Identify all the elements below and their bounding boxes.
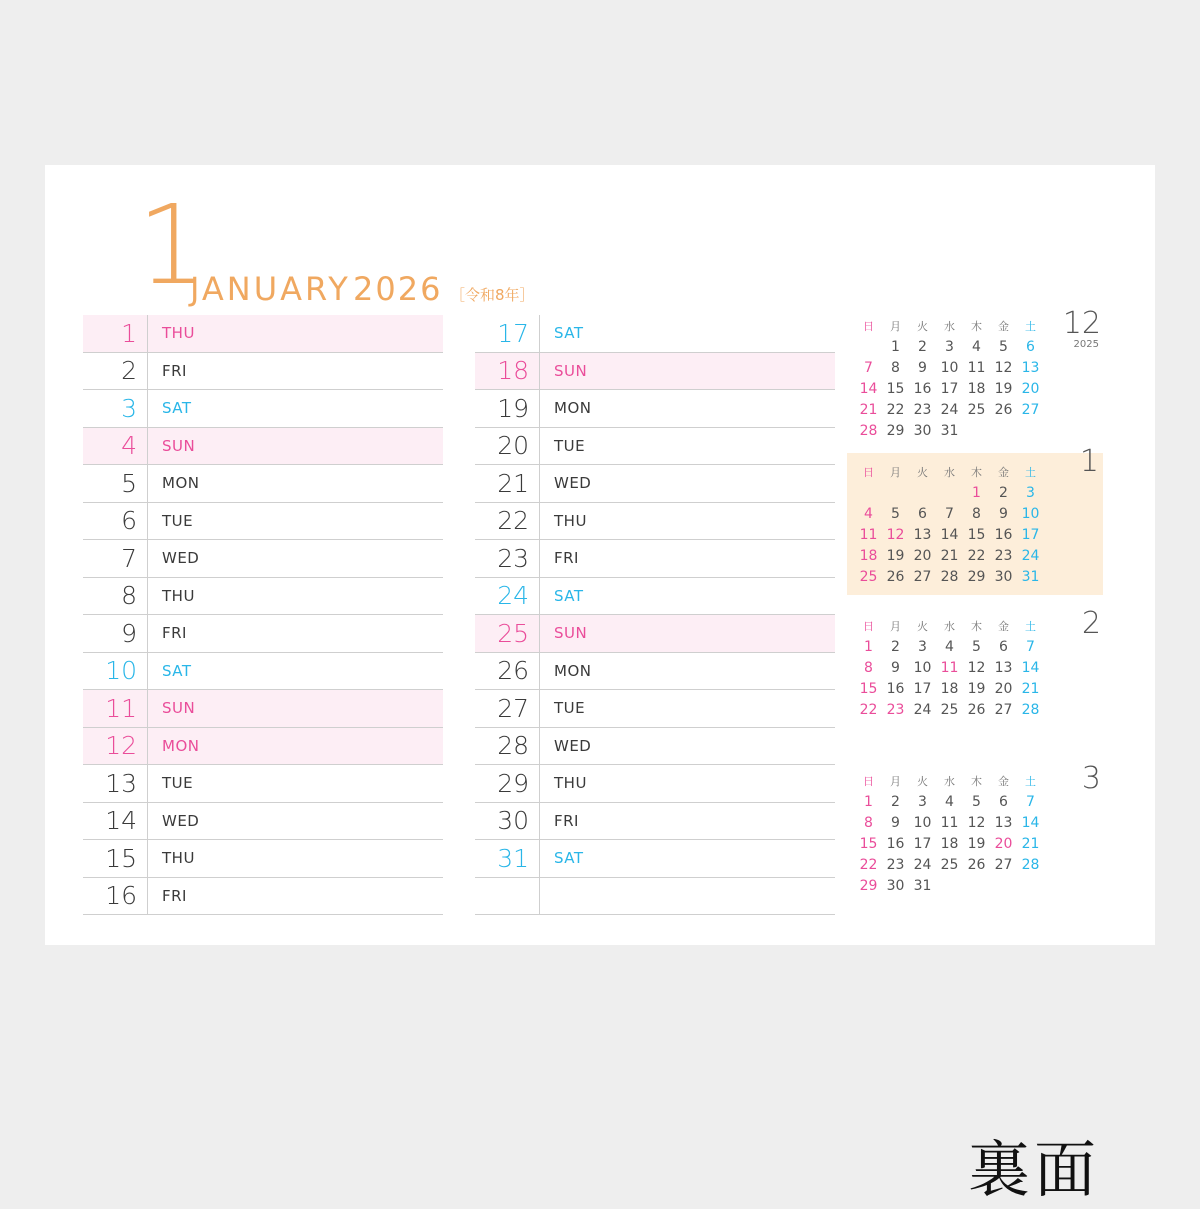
day-row[interactable] <box>83 653 443 691</box>
day-weekday: SAT <box>539 578 835 615</box>
day-number: 25 <box>497 618 529 648</box>
day-row[interactable] <box>475 390 835 428</box>
mini-day-cell[interactable]: 22 <box>859 701 878 718</box>
day-row[interactable] <box>83 465 443 503</box>
mini-day-cell[interactable]: 12 <box>967 659 986 676</box>
mini-day-cell[interactable]: 11 <box>859 526 878 543</box>
mini-day-cell[interactable]: 4 <box>945 638 954 655</box>
day-number: 22 <box>497 506 529 536</box>
day-row[interactable] <box>83 765 443 803</box>
mini-day-cell[interactable]: 5 <box>972 793 981 810</box>
mini-day-cell[interactable]: 7 <box>864 359 873 376</box>
day-row[interactable] <box>475 840 835 878</box>
mini-day-cell[interactable]: 8 <box>891 359 900 376</box>
mini-weekday-head: 土 <box>1025 774 1036 788</box>
day-weekday: MON <box>539 390 835 427</box>
day-row[interactable] <box>83 615 443 653</box>
mini-day-cell[interactable]: 26 <box>967 701 986 718</box>
mini-calendar-table <box>855 615 1044 720</box>
mini-day-cell[interactable]: 3 <box>1026 484 1035 501</box>
day-weekday: SUN <box>147 690 443 727</box>
day-row[interactable] <box>83 540 443 578</box>
mini-day-cell[interactable]: 20 <box>913 547 932 564</box>
mini-day-cell[interactable]: 26 <box>886 568 905 585</box>
day-row[interactable] <box>83 503 443 541</box>
mini-day-cell[interactable]: 20 <box>1021 380 1040 397</box>
mini-calendar-month: 12 <box>1062 306 1101 341</box>
mini-day-cell[interactable]: 4 <box>972 338 981 355</box>
day-row[interactable] <box>475 578 835 616</box>
mini-day-cell[interactable]: 21 <box>940 547 959 564</box>
mini-day-cell[interactable]: 28 <box>940 568 959 585</box>
mini-day-cell[interactable]: 11 <box>940 814 959 831</box>
mini-day-cell[interactable]: 27 <box>994 856 1013 873</box>
day-number: 16 <box>105 881 137 911</box>
mini-day-cell[interactable]: 4 <box>864 505 873 522</box>
mini-weekday-head: 土 <box>1025 319 1036 333</box>
day-weekday: WED <box>147 803 443 840</box>
mini-day-cell[interactable]: 23 <box>886 856 905 873</box>
mini-day-cell[interactable]: 10 <box>940 359 959 376</box>
day-number: 18 <box>497 356 529 386</box>
calendar-header <box>95 181 795 309</box>
mini-calendar-table <box>855 315 1044 441</box>
day-row[interactable] <box>475 690 835 728</box>
mini-weekday-head: 火 <box>917 619 928 633</box>
day-number: 29 <box>497 768 529 798</box>
day-number: 7 <box>121 543 137 573</box>
mini-day-cell[interactable]: 15 <box>859 835 878 852</box>
mini-calendar-year: 2025 <box>1073 339 1099 350</box>
mini-day-cell[interactable]: 3 <box>918 793 927 810</box>
day-row[interactable] <box>475 503 835 541</box>
day-weekday: FRI <box>147 878 443 915</box>
mini-day-cell[interactable]: 19 <box>994 380 1013 397</box>
day-number: 17 <box>497 318 529 348</box>
day-weekday <box>539 878 835 915</box>
day-row[interactable] <box>475 728 835 766</box>
mini-weekday-head: 金 <box>998 774 1009 788</box>
mini-weekday-head: 月 <box>890 465 901 479</box>
mini-calendar-table <box>855 461 1044 587</box>
mini-day-cell[interactable] <box>936 875 963 896</box>
calendar-page <box>45 165 1155 1206</box>
mini-weekday-head: 水 <box>944 319 955 333</box>
mini-weekday-head: 木 <box>971 619 982 633</box>
day-row[interactable] <box>475 428 835 466</box>
day-number: 28 <box>497 731 529 761</box>
day-weekday: TUE <box>147 503 443 540</box>
month-name-en: JANUARY <box>190 270 351 308</box>
mini-day-cell[interactable]: 6 <box>999 638 1008 655</box>
mini-day-cell[interactable]: 14 <box>1021 814 1040 831</box>
mini-weekday-head: 金 <box>998 619 1009 633</box>
mini-day-cell[interactable]: 22 <box>859 856 878 873</box>
mini-day-cell[interactable]: 6 <box>918 505 927 522</box>
day-number: 21 <box>497 468 529 498</box>
mini-weekday-head: 土 <box>1025 619 1036 633</box>
mini-day-cell[interactable]: 1 <box>972 484 981 501</box>
side-label: 裏面 <box>967 1133 1100 1206</box>
day-number: 6 <box>121 506 137 536</box>
mini-day-cell[interactable]: 13 <box>913 526 932 543</box>
mini-day-cell[interactable] <box>909 482 936 503</box>
mini-day-cell[interactable]: 1 <box>891 338 900 355</box>
day-weekday: FRI <box>539 803 835 840</box>
day-weekday: SAT <box>539 840 835 877</box>
mini-weekday-head: 日 <box>863 465 874 479</box>
mini-day-cell[interactable]: 8 <box>864 659 873 676</box>
mini-day-cell[interactable]: 27 <box>1021 401 1040 418</box>
mini-day-cell[interactable] <box>963 875 990 896</box>
mini-calendar-month: 1 <box>1079 444 1099 479</box>
mini-day-cell[interactable]: 20 <box>994 680 1013 697</box>
mini-day-cell[interactable]: 17 <box>940 380 959 397</box>
mini-day-cell[interactable]: 14 <box>940 526 959 543</box>
mini-calendar-month: 3 <box>1081 761 1101 796</box>
day-row[interactable] <box>475 465 835 503</box>
mini-day-cell[interactable]: 21 <box>859 401 878 418</box>
mini-day-cell[interactable]: 24 <box>913 701 932 718</box>
mini-day-cell[interactable]: 16 <box>886 680 905 697</box>
mini-weekday-head: 水 <box>944 465 955 479</box>
mini-day-cell[interactable]: 21 <box>1021 680 1040 697</box>
mini-day-cell[interactable]: 10 <box>913 659 932 676</box>
mini-weekday-head: 火 <box>917 319 928 333</box>
mini-day-cell[interactable] <box>855 336 882 357</box>
mini-day-cell[interactable] <box>882 482 909 503</box>
mini-day-cell[interactable]: 14 <box>1021 659 1040 676</box>
mini-day-cell[interactable]: 12 <box>994 359 1013 376</box>
day-row[interactable] <box>475 765 835 803</box>
day-number: 15 <box>105 843 137 873</box>
mini-day-cell[interactable]: 22 <box>886 401 905 418</box>
mini-day-cell[interactable]: 23 <box>994 547 1013 564</box>
mini-day-cell[interactable]: 3 <box>945 338 954 355</box>
mini-calendar[interactable] <box>855 306 1105 441</box>
day-weekday: MON <box>147 728 443 765</box>
mini-day-cell[interactable]: 8 <box>864 814 873 831</box>
mini-day-cell[interactable] <box>936 482 963 503</box>
mini-day-cell[interactable]: 29 <box>967 568 986 585</box>
day-number: 24 <box>497 581 529 611</box>
mini-day-cell[interactable]: 23 <box>886 701 905 718</box>
day-weekday: THU <box>539 503 835 540</box>
mini-day-cell[interactable]: 18 <box>940 835 959 852</box>
day-number: 19 <box>497 393 529 423</box>
day-weekday: TUE <box>539 690 835 727</box>
day-number: 30 <box>497 806 529 836</box>
mini-weekday-head: 火 <box>917 774 928 788</box>
mini-day-cell[interactable]: 10 <box>913 814 932 831</box>
mini-day-cell[interactable]: 23 <box>913 401 932 418</box>
mini-day-cell[interactable]: 17 <box>913 680 932 697</box>
day-row[interactable] <box>475 653 835 691</box>
day-number: 27 <box>497 693 529 723</box>
mini-weekday-head: 月 <box>890 774 901 788</box>
day-weekday: THU <box>147 578 443 615</box>
mini-day-cell[interactable]: 1 <box>864 793 873 810</box>
mini-day-cell[interactable]: 5 <box>891 505 900 522</box>
mini-day-cell[interactable]: 2 <box>999 484 1008 501</box>
mini-calendar[interactable] <box>855 606 1105 720</box>
day-row[interactable] <box>83 878 443 916</box>
mini-day-cell[interactable]: 6 <box>999 793 1008 810</box>
day-weekday: SUN <box>539 615 835 652</box>
mini-day-cell[interactable]: 14 <box>859 380 878 397</box>
day-weekday: SUN <box>147 428 443 465</box>
mini-day-cell[interactable]: 11 <box>940 659 959 676</box>
mini-day-cell[interactable]: 20 <box>994 835 1013 852</box>
mini-day-cell[interactable]: 27 <box>913 568 932 585</box>
mini-day-cell[interactable]: 30 <box>886 877 905 894</box>
mini-day-cell[interactable]: 15 <box>859 680 878 697</box>
mini-day-cell[interactable]: 16 <box>913 380 932 397</box>
day-weekday: SAT <box>539 315 835 352</box>
mini-weekday-head: 月 <box>890 319 901 333</box>
mini-day-cell[interactable]: 26 <box>994 401 1013 418</box>
mini-day-cell[interactable]: 25 <box>940 856 959 873</box>
day-weekday: SAT <box>147 390 443 427</box>
day-number: 2 <box>121 356 137 386</box>
mini-day-cell[interactable]: 11 <box>967 359 986 376</box>
day-row[interactable] <box>475 353 835 391</box>
day-row[interactable] <box>83 428 443 466</box>
mini-day-cell[interactable]: 28 <box>1021 856 1040 873</box>
era-label: ［令和8年］ <box>450 286 535 304</box>
day-number: 10 <box>105 656 137 686</box>
day-number: 13 <box>105 768 137 798</box>
mini-day-cell[interactable]: 30 <box>994 568 1013 585</box>
day-row[interactable] <box>475 878 835 916</box>
mini-day-cell[interactable]: 17 <box>913 835 932 852</box>
day-row[interactable] <box>83 578 443 616</box>
mini-day-cell[interactable]: 18 <box>859 547 878 564</box>
day-number: 14 <box>105 806 137 836</box>
mini-day-cell[interactable]: 31 <box>1021 568 1040 585</box>
mini-day-cell[interactable]: 28 <box>1021 701 1040 718</box>
mini-day-cell[interactable]: 9 <box>891 659 900 676</box>
mini-day-cell[interactable]: 24 <box>1021 547 1040 564</box>
mini-day-cell[interactable]: 7 <box>1026 638 1035 655</box>
mini-day-cell[interactable]: 1 <box>864 638 873 655</box>
mini-day-cell[interactable]: 7 <box>945 505 954 522</box>
mini-day-cell[interactable]: 12 <box>886 526 905 543</box>
day-weekday: THU <box>147 315 443 352</box>
mini-day-cell[interactable]: 7 <box>1026 793 1035 810</box>
mini-day-cell[interactable]: 12 <box>967 814 986 831</box>
mini-day-cell[interactable]: 6 <box>1026 338 1035 355</box>
mini-day-cell[interactable]: 5 <box>972 638 981 655</box>
mini-day-cell[interactable]: 13 <box>994 659 1013 676</box>
day-number: 26 <box>497 656 529 686</box>
mini-day-cell[interactable] <box>855 482 882 503</box>
mini-day-cell[interactable]: 24 <box>913 856 932 873</box>
day-row[interactable] <box>83 353 443 391</box>
day-list-right <box>475 315 835 915</box>
mini-day-cell[interactable]: 25 <box>859 568 878 585</box>
day-row[interactable] <box>83 803 443 841</box>
day-weekday: TUE <box>147 765 443 802</box>
mini-day-cell[interactable]: 13 <box>1021 359 1040 376</box>
mini-day-cell[interactable]: 13 <box>994 814 1013 831</box>
mini-day-cell[interactable]: 29 <box>859 877 878 894</box>
mini-day-cell[interactable]: 2 <box>891 638 900 655</box>
mini-day-cell[interactable]: 15 <box>886 380 905 397</box>
mini-day-cell[interactable]: 24 <box>940 401 959 418</box>
mini-weekday-head: 日 <box>863 319 874 333</box>
mini-day-cell[interactable]: 27 <box>994 701 1013 718</box>
year-label: 2026 <box>353 270 443 308</box>
mini-weekday-head: 金 <box>998 465 1009 479</box>
mini-weekday-head: 木 <box>971 774 982 788</box>
day-number: 3 <box>121 393 137 423</box>
mini-day-cell[interactable] <box>963 420 990 441</box>
day-number: 20 <box>497 431 529 461</box>
mini-day-cell[interactable]: 18 <box>967 380 986 397</box>
mini-day-cell[interactable]: 2 <box>891 793 900 810</box>
mini-weekday-head: 日 <box>863 774 874 788</box>
mini-day-cell[interactable]: 25 <box>967 401 986 418</box>
mini-day-cell[interactable]: 18 <box>940 680 959 697</box>
mini-day-cell[interactable]: 22 <box>967 547 986 564</box>
mini-day-cell[interactable]: 10 <box>1021 505 1040 522</box>
mini-day-cell[interactable] <box>990 420 1017 441</box>
day-number: 8 <box>121 581 137 611</box>
day-row[interactable] <box>83 390 443 428</box>
day-row[interactable] <box>83 728 443 766</box>
day-number: 11 <box>105 693 137 723</box>
mini-day-cell[interactable]: 9 <box>999 505 1008 522</box>
day-row[interactable] <box>475 615 835 653</box>
mini-day-cell[interactable]: 5 <box>999 338 1008 355</box>
mini-day-cell[interactable]: 9 <box>891 814 900 831</box>
day-row[interactable] <box>83 690 443 728</box>
mini-day-cell[interactable]: 21 <box>1021 835 1040 852</box>
mini-day-cell[interactable]: 4 <box>945 793 954 810</box>
day-weekday: SUN <box>539 353 835 390</box>
mini-day-cell[interactable]: 15 <box>967 526 986 543</box>
mini-weekday-head: 火 <box>917 465 928 479</box>
mini-day-cell[interactable] <box>1017 875 1044 896</box>
day-row[interactable] <box>475 315 835 353</box>
mini-calendar[interactable] <box>855 761 1105 896</box>
day-number: 31 <box>497 843 529 873</box>
mini-day-cell[interactable]: 19 <box>967 680 986 697</box>
day-row[interactable] <box>83 315 443 353</box>
mini-day-cell[interactable]: 28 <box>859 422 878 439</box>
day-number: 23 <box>497 543 529 573</box>
day-list-left <box>83 315 443 915</box>
mini-day-cell[interactable]: 25 <box>940 701 959 718</box>
day-weekday: WED <box>539 465 835 502</box>
mini-day-cell[interactable]: 17 <box>1021 526 1040 543</box>
mini-day-cell[interactable]: 29 <box>886 422 905 439</box>
mini-day-cell[interactable]: 8 <box>972 505 981 522</box>
mini-day-cell[interactable]: 19 <box>967 835 986 852</box>
mini-calendar-table <box>855 770 1044 896</box>
day-weekday: WED <box>147 540 443 577</box>
mini-day-cell[interactable]: 30 <box>913 422 932 439</box>
day-row[interactable] <box>475 803 835 841</box>
mini-day-cell[interactable]: 3 <box>918 638 927 655</box>
mini-weekday-head: 日 <box>863 619 874 633</box>
mini-day-cell[interactable]: 26 <box>967 856 986 873</box>
mini-day-cell[interactable]: 9 <box>918 359 927 376</box>
day-number: 5 <box>121 468 137 498</box>
mini-day-cell[interactable]: 2 <box>918 338 927 355</box>
day-weekday: FRI <box>147 615 443 652</box>
day-weekday: THU <box>147 840 443 877</box>
day-number: 1 <box>121 318 137 348</box>
day-weekday: TUE <box>539 428 835 465</box>
mini-day-cell[interactable]: 19 <box>886 547 905 564</box>
mini-day-cell[interactable] <box>1017 420 1044 441</box>
mini-weekday-head: 水 <box>944 619 955 633</box>
mini-day-cell[interactable]: 16 <box>994 526 1013 543</box>
mini-weekday-head: 水 <box>944 774 955 788</box>
day-row[interactable] <box>475 540 835 578</box>
day-weekday: SAT <box>147 653 443 690</box>
page-title: 1 <box>137 181 207 309</box>
day-number: 9 <box>121 618 137 648</box>
mini-calendar[interactable] <box>847 444 1103 595</box>
day-number: 12 <box>105 731 137 761</box>
day-weekday: MON <box>539 653 835 690</box>
mini-weekday-head: 木 <box>971 319 982 333</box>
mini-weekday-head: 土 <box>1025 465 1036 479</box>
day-number: 4 <box>121 431 137 461</box>
mini-day-cell[interactable]: 31 <box>940 422 959 439</box>
mini-weekday-head: 金 <box>998 319 1009 333</box>
mini-calendar-month: 2 <box>1081 606 1101 641</box>
day-weekday: FRI <box>539 540 835 577</box>
mini-day-cell[interactable] <box>990 875 1017 896</box>
day-weekday: THU <box>539 765 835 802</box>
day-weekday: WED <box>539 728 835 765</box>
mini-day-cell[interactable]: 16 <box>886 835 905 852</box>
mini-weekday-head: 月 <box>890 619 901 633</box>
day-weekday: MON <box>147 465 443 502</box>
day-row[interactable] <box>83 840 443 878</box>
day-weekday: FRI <box>147 353 443 390</box>
mini-weekday-head: 木 <box>971 465 982 479</box>
mini-day-cell[interactable]: 31 <box>913 877 932 894</box>
